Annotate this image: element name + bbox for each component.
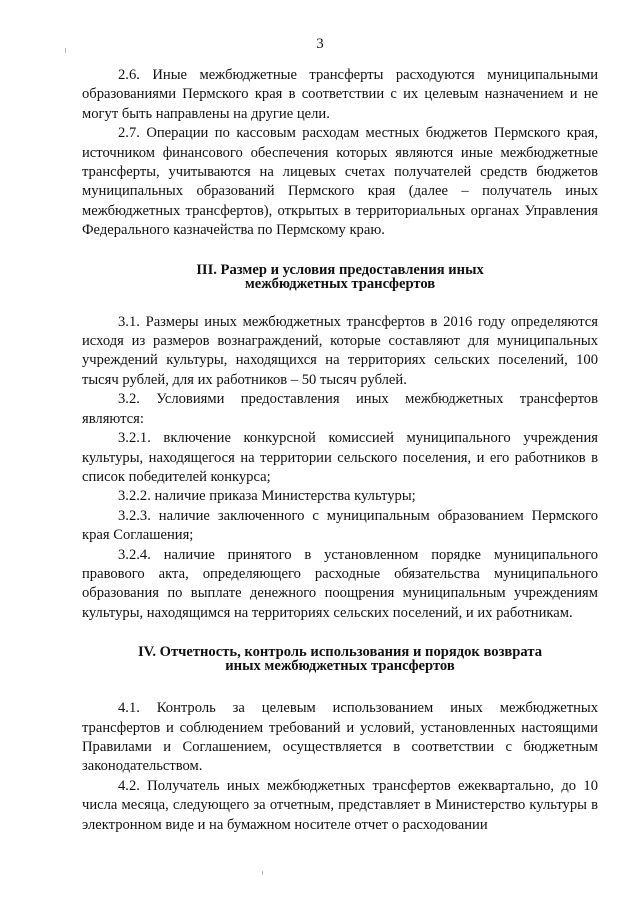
- paragraph-3-2: 3.2. Условиями предоставления иных межбюджетных трансфертов являются:: [82, 391, 598, 427]
- paragraph-2-6: 2.6. Иные межбюджетные трансферты расходуются муниципальными образованиями Пермского края в соответствии с их целевым назначением и не могут быть направлены на другие цели.: [82, 67, 598, 122]
- document-body: [82, 66, 598, 835]
- paragraph-3-2-3: 3.2.3. наличие заключенного с муниципальным образованием Пермского края Соглашения;: [82, 507, 598, 544]
- section-4-heading: [82, 645, 598, 673]
- paragraph-3-2-2: 3.2.2. наличие приказа Министерства культуры;: [118, 488, 416, 505]
- section-3-heading-line1: III. Размер и условия предоставления иных: [196, 261, 484, 278]
- page-number: 3: [316, 36, 324, 52]
- paragraph-2-7: 2.7. Операции по кассовым расходам местных бюджетов Пермского края, источником финансового обеспечения которых являются иные межбюджетные трансферты, учитываются на лицевых счетах получателей средств бюджетов муниципальных образований Пермского края (далее – получатель иных межбюджетных трансфертов), открытых в территориальных органах Управления Федерального казначейства по Пермскому краю.: [82, 125, 598, 239]
- paragraph-3-2-1: 3.2.1. включение конкурсной комиссией муниципального учреждения культуры, находящегося на территории сельского поселения, и его работников в список победителей конкурса;: [82, 430, 598, 485]
- section-3-heading-line2: межбюджетных трансфертов: [244, 275, 436, 292]
- paragraph-4-2: 4.2. Получатель иных межбюджетных трансфертов ежеквартально, до 10 числа месяца, следующего за отчетным, представляет в Министерство культуры в электронном виде и на бумажном носителе отчет о расходовании: [82, 777, 598, 833]
- paragraph-3-1: 3.1. Размеры иных межбюджетных трансфертов в 2016 году определяются исходя из размеров вознаграждений, которые составляют для муниципальных учреждений культуры, находящихся на территориях сельских поселений, 100 тысяч рублей, для их работников – 50 тысяч рублей.: [82, 313, 598, 388]
- paragraph-4-1: 4.1. Контроль за целевым использованием иных межбюджетных трансфертов и соблюдением требований и условий, установленных настоящими Правилами и Соглашением, осуществляется в соответствии с бюджетным законодательством.: [82, 700, 598, 775]
- section-3-heading: [82, 263, 598, 291]
- paragraph-3-2-4: 3.2.4. наличие принятого в установленном порядке муниципального правового акта, определяющего расходные обязательства муниципального образования по выплате денежного поощрения муниципальным учреждениям культуры, находящимся на территориях сельских поселений, и их работникам.: [82, 546, 598, 621]
- scan-mark-bottom: [262, 871, 263, 875]
- section-4-heading-line2: иных межбюджетных трансфертов: [225, 658, 455, 675]
- section-4-heading-line1: IV. Отчетность, контроль использования и порядок возврата: [137, 644, 542, 661]
